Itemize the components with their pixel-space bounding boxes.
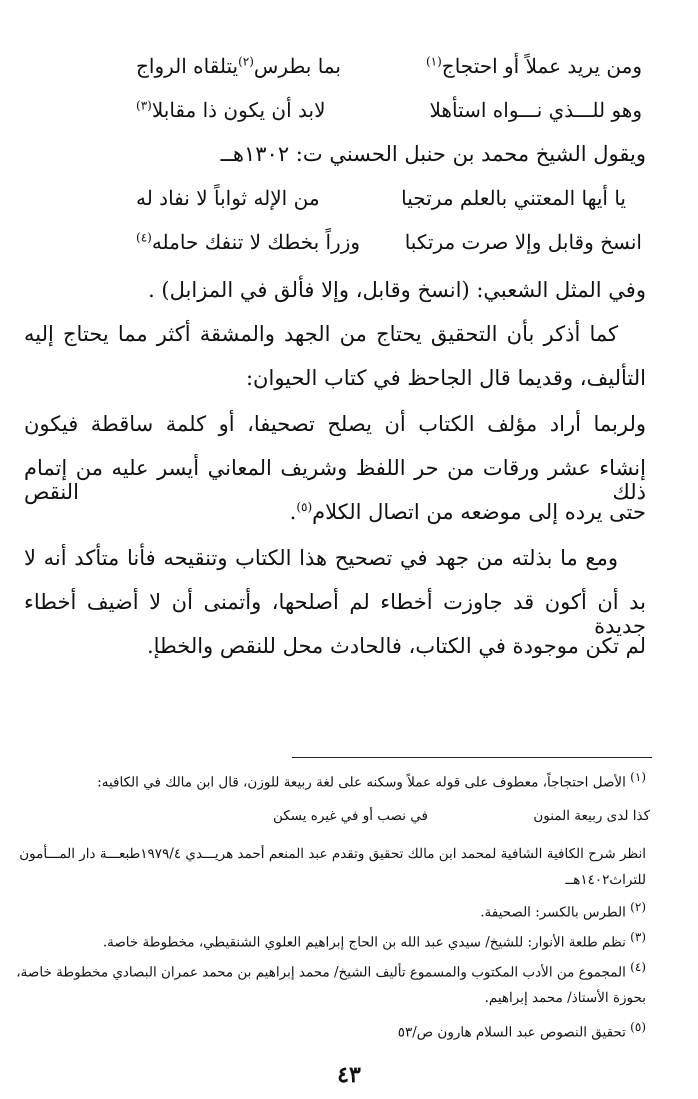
verse-text: بما بطرس [253,54,341,78]
poem2-line1-right [401,186,626,210]
poem2-line2-left [136,230,360,254]
footnote-ref: (٤) [136,230,152,245]
poem1-line1-right [426,54,642,78]
footnote-1-verse-left: في نصب أو في غيره يسكن [272,808,428,824]
footnote-number: (١) [630,770,646,784]
verse-text: يتلقاه الرواج [136,54,239,78]
paragraph1-line1: كما أذكر بأن التحقيق يحتاج من الجهد والمشقة أكثر مما يحتاج إليه [24,322,618,346]
footnote-1-ref-line1: انظر شرح الكافية الشافية لمحمد ابن مالك تحقيق وتقدم عبد المنعم أحمد هريـــدي ١٩٧٩/٤طبعـــة دار المـــأمون [19,846,646,862]
footnote-number: (٤) [630,960,646,974]
intro-line: ويقول الشيخ محمد بن حنبل الحسني ت: ١٣٠٢هــ [220,142,646,166]
paragraph3-line3: لم تكن موجودة في الكتاب، فالحادث محل للنقص والخطإ. [146,634,646,658]
paragraph3-line2: بد أن أكون قد جاوزت أخطاء لم أصلحها، وأتمنى أن لا أضيف أخطاء جديدة [24,590,646,638]
footnote-text: نظم طلعة الأنوار: للشيخ/ سيدي عبد الله بن الحاج إبراهيم العلوي الشنقيطي، مخطوطة خاصة. [102,934,626,951]
footnote-1 [30,770,646,791]
verse-text: يا أيها المعتني بالعلم مرتجيا [401,186,626,210]
footnote-4 [16,960,646,981]
paragraph2-line2: إنشاء عشر ورقات من حر اللفظ وشريف المعاني أيسر عليه من إتمام ذلك النقص [24,456,646,504]
footnote-text: تحقيق النصوص عبد السلام هارون ص/٥٣ [397,1024,626,1041]
poem2-line2-right [405,230,642,254]
footnote-4-cont: بحوزة الأستاذ/ محمد إبراهيم. [484,990,646,1006]
poem1-line2-left [136,98,326,122]
footnote-number: (٥) [630,1020,646,1034]
paragraph3-line1: ومع ما بذلته من جهد في تصحيح هذا الكتاب وتنقيحه فأنا متأكد أنه لا [24,546,618,570]
poem1-line2-right [430,98,643,122]
footnote-separator [292,757,652,758]
footnote-ref: (١) [425,54,442,69]
footnote-1-verse-right: كذا لدى ربيعة المنون [533,808,650,824]
footnote-1-ref-line2: للتراث١٤٠٢هــ [565,872,646,888]
verse-text: انسخ وقابل وإلا صرت مرتكبا [404,230,642,254]
verse-text: ومن يريد عملاً أو احتجاج [441,54,642,78]
poem1-line1-left [136,54,341,78]
paragraph1-line2: التأليف، وقديما قال الجاحظ في كتاب الحيوان: [245,366,646,390]
footnote-2 [30,900,646,921]
footnote-ref: (٥) [296,500,313,514]
paragraph2-line3 [24,500,646,524]
page-number: ٤٣ [337,1062,361,1088]
footnote-ref: (٢) [238,54,254,69]
verse-text: لابد أن يكون ذا مقابلا [151,98,326,122]
footnote-number: (٢) [630,900,646,914]
paragraph2-line1: ولربما أراد مؤلف الكتاب أن يصلح تصحيفا، أو كلمة ساقطة فيكون [24,412,646,436]
paragraph-text: حتى يرده إلى موضعه من اتصال الكلام [312,500,646,524]
footnote-3 [30,930,646,951]
footnote-ref: (٣) [136,98,152,113]
verse-text: من الإله ثواباً لا نفاد له [136,186,320,210]
footnote-text: المجموع من الأدب المكتوب والمسموع تأليف الشيخ/ محمد إبراهيم بن محمد عمران البصادي مخطوطة خاصة، [16,964,626,981]
verse-text: وهو للـــذي نـــواه استأهلا [429,98,642,122]
proverb-line: وفي المثل الشعبي: (انسخ وقابل، وإلا فألق في المزابل) . [148,278,646,302]
footnote-number: (٣) [630,930,646,944]
poem2-line1-left [136,186,320,210]
footnote-text: الطرس بالكسر: الصحيفة. [480,904,626,921]
verse-text: وزراً بخطك لا تنفك حامله [151,230,361,254]
footnote-text: الأصل احتجاجاً، معطوف على قوله عملاً وسكنه على لغة ربيعة للوزن، قال ابن مالك في الكافيه: [97,774,626,791]
period: . [289,500,297,524]
footnote-5 [30,1020,646,1041]
